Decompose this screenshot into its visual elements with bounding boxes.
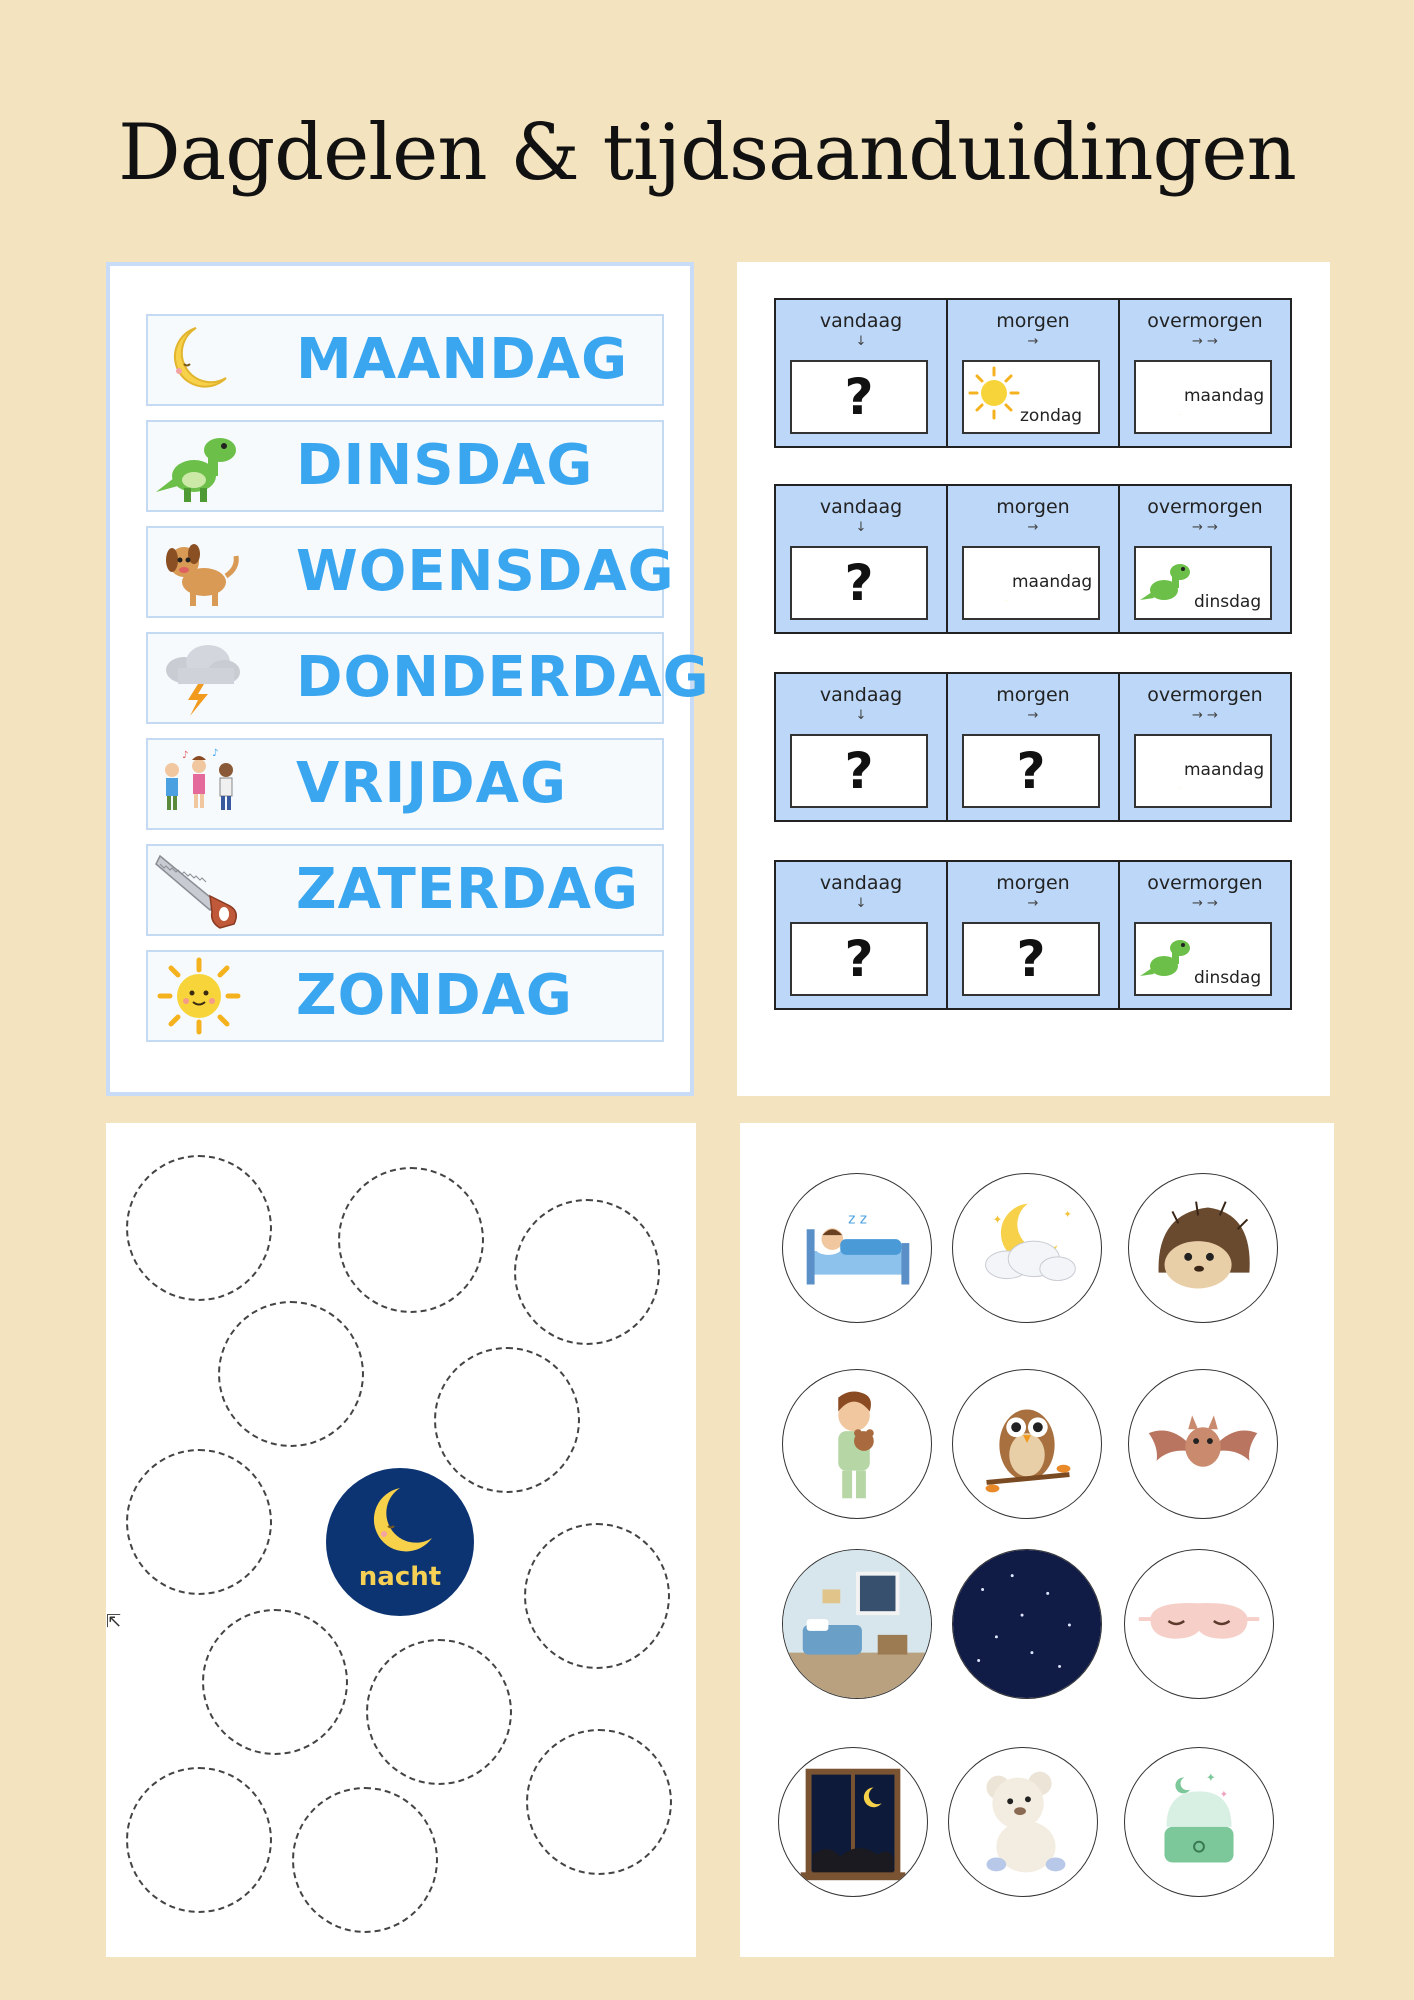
moon-icon: [362, 1482, 438, 1560]
moon-icon: [154, 320, 244, 400]
sun-icon: [154, 956, 244, 1036]
owl-icon: [953, 1370, 1101, 1518]
empty-circle[interactable]: [434, 1347, 580, 1493]
question-mark: ?: [1016, 742, 1046, 800]
column-tomorrow: [946, 300, 1118, 446]
picture-card[interactable]: [948, 1747, 1098, 1897]
column-today: [776, 300, 946, 446]
thundercloud-icon: [154, 638, 244, 718]
schedule-panel: [737, 262, 1330, 1096]
hedgehog-icon: [1129, 1174, 1277, 1322]
weekday-row: [146, 844, 664, 936]
weekday-label: WOENSDAG: [296, 539, 675, 604]
weekday-row: [146, 738, 664, 830]
night-window-icon: [779, 1748, 927, 1896]
empty-circle[interactable]: [526, 1729, 672, 1875]
column-day-after-tomorrow: [1118, 486, 1290, 632]
picture-card[interactable]: [952, 1173, 1102, 1323]
night-light-icon: [1125, 1748, 1273, 1896]
night-label: nacht: [358, 1562, 442, 1592]
answer-box: [790, 922, 928, 996]
sleep-mask-icon: [1125, 1550, 1273, 1698]
double-right-arrow: → →: [1192, 708, 1218, 723]
column-header: morgen: [996, 684, 1070, 706]
svg-text:✦: ✦: [1205, 1770, 1216, 1785]
mouse-cursor-icon: ⇱: [106, 1611, 122, 1632]
empty-circle[interactable]: [126, 1155, 272, 1301]
column-header: morgen: [996, 496, 1070, 518]
empty-circle[interactable]: [126, 1449, 272, 1595]
column-header: overmorgen: [1147, 872, 1263, 894]
answer-box: [790, 734, 928, 808]
answer-box: [962, 360, 1100, 434]
column-today: [776, 862, 946, 1008]
picture-card[interactable]: [1128, 1369, 1278, 1519]
picture-card[interactable]: [782, 1173, 932, 1323]
night-badge: [326, 1468, 474, 1616]
svg-text:♪: ♪: [182, 750, 189, 761]
weekday-label: MAANDAG: [296, 327, 629, 392]
empty-circle[interactable]: [338, 1167, 484, 1313]
day-word: zondag: [1020, 406, 1083, 426]
day-word: maandag: [1184, 386, 1265, 406]
answer-box: [790, 546, 928, 620]
down-arrow: ↓: [855, 520, 867, 535]
picture-card[interactable]: [952, 1369, 1102, 1519]
empty-circle[interactable]: [524, 1523, 670, 1669]
double-right-arrow: → →: [1192, 334, 1218, 349]
weekday-row: [146, 632, 710, 724]
sun-icon: [966, 366, 1026, 430]
dog-icon: [154, 532, 244, 612]
day-word: maandag: [1184, 760, 1265, 780]
answer-box: [1134, 734, 1272, 808]
answer-box: [962, 546, 1100, 620]
answer-box: [1134, 360, 1272, 434]
down-arrow: ↓: [855, 708, 867, 723]
column-header: vandaag: [819, 872, 903, 894]
picture-card[interactable]: [782, 1369, 932, 1519]
girl-teddy-icon: [783, 1370, 931, 1518]
right-arrow: →: [1027, 520, 1039, 535]
weekday-row: [146, 420, 664, 512]
svg-text:✦: ✦: [1219, 1789, 1228, 1801]
sleeping-child-icon: [783, 1174, 931, 1322]
column-tomorrow: [946, 862, 1118, 1008]
answer-box: [790, 360, 928, 434]
day-word: dinsdag: [1194, 968, 1262, 988]
down-arrow: ↓: [855, 334, 867, 349]
bedroom-icon: [783, 1550, 931, 1698]
weekday-label: ZATERDAG: [296, 857, 639, 922]
weekday-label: ZONDAG: [296, 963, 573, 1028]
column-day-after-tomorrow: [1118, 862, 1290, 1008]
down-arrow: ↓: [855, 896, 867, 911]
column-tomorrow: [946, 674, 1118, 820]
dinosaur-icon: [154, 426, 244, 506]
column-header: overmorgen: [1147, 310, 1263, 332]
right-arrow: →: [1027, 708, 1039, 723]
column-today: [776, 674, 946, 820]
question-mark: ?: [1016, 930, 1046, 988]
weekday-row: [146, 526, 675, 618]
schedule-table: [774, 860, 1292, 1010]
column-header: overmorgen: [1147, 684, 1263, 706]
svg-text:✦: ✦: [992, 1212, 1003, 1227]
night-sky-icon: [953, 1550, 1101, 1698]
page-title: Dagdelen & tijdsaanduidingen: [118, 108, 1296, 198]
dinosaur-icon: [1138, 552, 1198, 616]
saw-icon: [154, 850, 244, 930]
right-arrow: →: [1027, 334, 1039, 349]
empty-circle[interactable]: [126, 1767, 272, 1913]
column-tomorrow: [946, 486, 1118, 632]
answer-box: [962, 734, 1100, 808]
column-header: morgen: [996, 310, 1070, 332]
question-mark: ?: [844, 742, 874, 800]
schedule-table: [774, 672, 1292, 822]
weekday-row: [146, 314, 664, 406]
answer-box: [1134, 922, 1272, 996]
weekday-label: DINSDAG: [296, 433, 594, 498]
svg-text:♪: ♪: [212, 748, 219, 759]
schedule-table: [774, 484, 1292, 634]
day-word: dinsdag: [1194, 592, 1262, 612]
double-right-arrow: → →: [1192, 896, 1218, 911]
empty-circle[interactable]: [202, 1609, 348, 1755]
schedule-table: [774, 298, 1292, 448]
picture-cards-panel: [740, 1123, 1334, 1957]
column-header: vandaag: [819, 310, 903, 332]
column-header: overmorgen: [1147, 496, 1263, 518]
moon-cloud-icon: [953, 1174, 1101, 1322]
dinosaur-icon: [1138, 928, 1198, 992]
weekday-label: VRIJDAG: [296, 751, 567, 816]
answer-box: [1134, 546, 1272, 620]
dancing-kids-icon: [154, 744, 244, 824]
column-header: vandaag: [819, 496, 903, 518]
column-today: [776, 486, 946, 632]
picture-card[interactable]: [778, 1747, 928, 1897]
picture-card[interactable]: [1124, 1747, 1274, 1897]
picture-card[interactable]: [1124, 1549, 1274, 1699]
svg-text:z z: z z: [848, 1211, 867, 1228]
weekday-label: DONDERDAG: [296, 645, 710, 710]
column-header: morgen: [996, 872, 1070, 894]
question-mark: ?: [844, 554, 874, 612]
question-mark: ?: [844, 930, 874, 988]
picture-card[interactable]: [1128, 1173, 1278, 1323]
right-arrow: →: [1027, 896, 1039, 911]
question-mark: ?: [844, 368, 874, 426]
svg-text:✦: ✦: [1063, 1209, 1072, 1221]
empty-circle[interactable]: [292, 1787, 438, 1933]
bat-icon: [1129, 1370, 1277, 1518]
weekdays-panel: [106, 262, 710, 1096]
teddy-bear-icon: [949, 1748, 1097, 1896]
column-header: vandaag: [819, 684, 903, 706]
sorting-panel: [106, 1123, 696, 1957]
empty-circle[interactable]: [366, 1639, 512, 1785]
picture-card[interactable]: [782, 1549, 932, 1699]
column-day-after-tomorrow: [1118, 674, 1290, 820]
column-day-after-tomorrow: [1118, 300, 1290, 446]
picture-card[interactable]: [952, 1549, 1102, 1699]
empty-circle[interactable]: [218, 1301, 364, 1447]
answer-box: [962, 922, 1100, 996]
day-word: maandag: [1012, 572, 1093, 592]
empty-circle[interactable]: [514, 1199, 660, 1345]
weekday-row: [146, 950, 664, 1042]
double-right-arrow: → →: [1192, 520, 1218, 535]
